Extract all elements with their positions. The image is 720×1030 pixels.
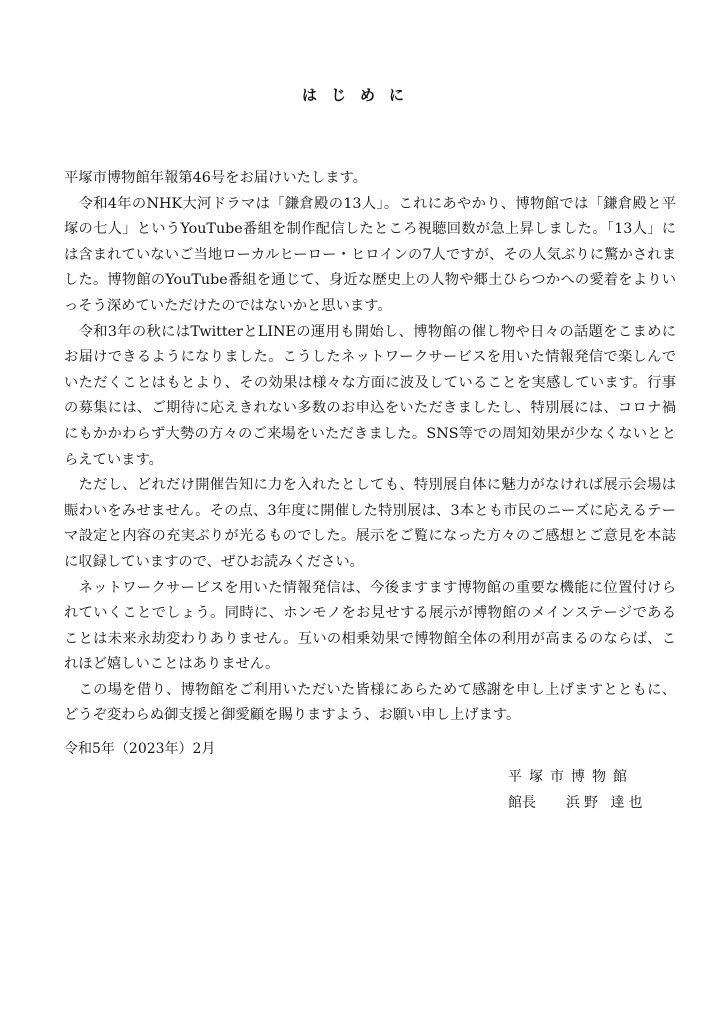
paragraph-3: 令和3年の秋にはTwitterとLINEの運用も開始し、博物館の催し物や日々の話題をこまめにお届けできるようになりました。こうしたネットワークサービスを用いた情報発信で楽しんでいただくことはもとより、その効果は様々な方面に波及していることを実感しています。行事の募集には、ご期待に応えきれない多数のお申込をいただきましたし、特別展には、コロナ禍にもかかわらず大勢の方々のご来場をいただきました。SNS等での周知効果が少なくないととらえています。 — [64, 323, 676, 468]
paragraph-1: 平塚市博物館年報第46号をお届けいたします。 — [64, 170, 367, 186]
paragraph-6: この場を借り、博物館をご利用いただいた皆様にあらためて感謝を申し上げますとともに、どうぞ変わらぬ御支援と御愛顧を賜りますよう、お願い申し上げます。 — [64, 681, 676, 724]
paragraph-5: ネットワークサービスを用いた情報発信は、今後ますます博物館の重要な機能に位置付けられていくことでしょう。同時に、ホンモノをお見せする展示が博物館のメインステージであることは未来永劫変わりありません。互いの相乗効果で博物館全体の利用が高まるのならば、これほど嬉しいことはありません。 — [64, 579, 676, 673]
document-body — [64, 166, 676, 729]
document-date: 令和5年（2023年）2月 — [64, 741, 216, 757]
signature-line — [508, 792, 646, 812]
signer-role: 館長 — [508, 795, 536, 811]
signer-name: 浜野 達也 — [566, 795, 647, 811]
organization-name: 平塚市博物館 — [508, 769, 634, 785]
paragraph-2: 令和4年のNHK大河ドラマは「鎌倉殿の13人」。これにあやかり、博物館では「鎌倉殿と平塚の七人」というYouTube番組を制作配信したところ視聴回数が急上昇しました。「13人」には含まれていないご当地ローカルヒーロー・ヒロインの7人ですが、その人気ぶりに驚かされました。博物館のYouTube番組を通じて、身近な歴史上の人物や郷土ひらつかへの愛着をよりいっそう深めていただけたのではないかと思います。 — [64, 195, 676, 314]
document-title: はじめに — [301, 86, 418, 104]
paragraph-4: ただし、どれだけ開催告知に力を入れたとしても、特別展自体に魅力がなければ展示会場は賑わいをみせません。その点、3年度に開催した特別展は、3本とも市民のニーズに応えるテーマ設定と内容の充実ぶりが光るものでした。展示をご覧になった方々のご感想とご意見を本誌に収録していますので、ぜひお読みください。 — [64, 477, 676, 570]
